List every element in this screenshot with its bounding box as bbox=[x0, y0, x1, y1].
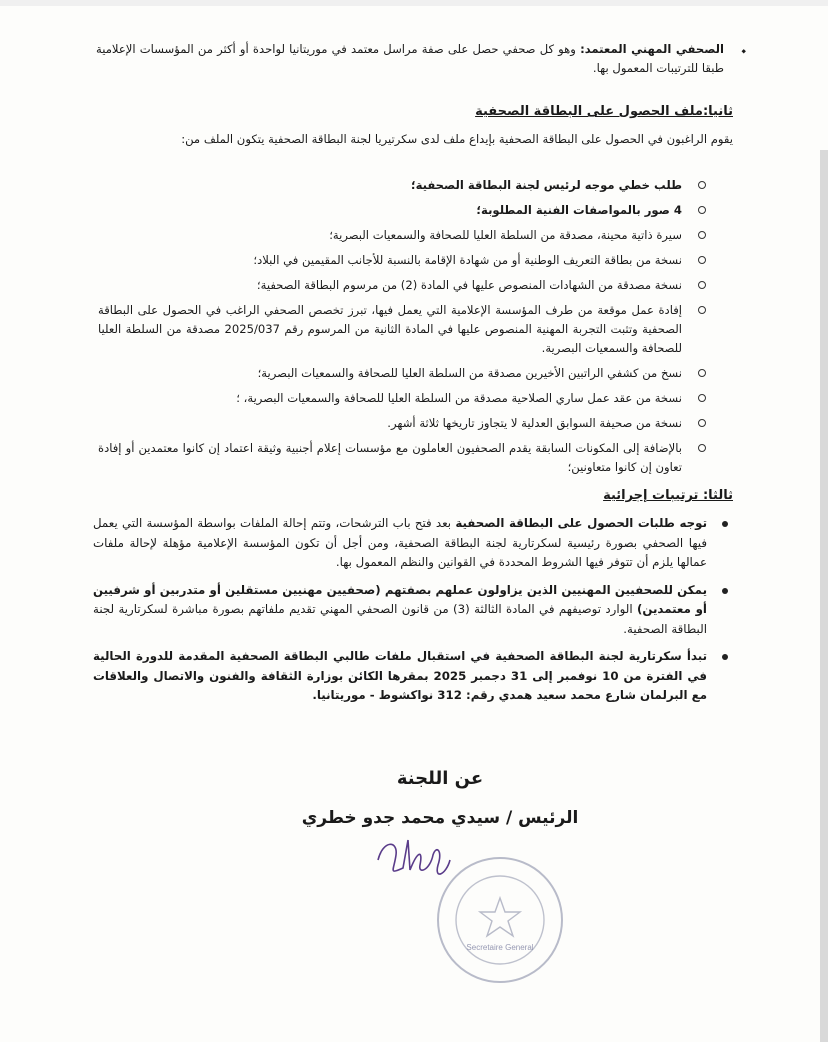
circle-bullet-icon bbox=[698, 306, 706, 314]
list-item: يمكن للصحفيين المهنيين الذين يزاولون عملهم بصفتهم (صحفيين مهنيين مستقلين أو متدربين أو شرفيين أو معتمدين) الوارد توصيفهم في المادة الثالثة (3) من قانون الصحفي المهني تقديم ملفاتهم بصورة مباشرة لسكرتارية لجنة البطاقة الصحفية. bbox=[93, 581, 733, 640]
list-item: تبدأ سكرتارية لجنة البطاقة الصحفية في استقبال ملفات طالبي البطاقة الصحفية المقدمة للدورة الحالية في الفترة من 10 نوفمبر إلى 31 دجمبر 2025 بمقرها الكائن بوزارة الثقافة والفنون والاتصال والعلاقات مع البرلمان شارع محمد سعيد همدي رقم: 312 نواكشوط - موريتانيا. bbox=[93, 647, 733, 706]
intro-label: الصحفي المهني المعتمد: bbox=[580, 42, 724, 56]
list-item: نسخ من كشفي الراتبين الأخيرين مصدقة من السلطة العليا للصحافة والسمعيات البصرية؛ bbox=[98, 364, 708, 383]
circle-bullet-icon bbox=[698, 181, 706, 189]
dot-bullet-icon bbox=[722, 521, 728, 527]
list-item: سيرة ذاتية محينة، مصدقة من السلطة العليا للصحافة والسمعيات البصرية؛ bbox=[98, 226, 708, 245]
dot-bullet-icon bbox=[722, 654, 728, 660]
circle-bullet-icon bbox=[698, 231, 706, 239]
top-bar bbox=[0, 0, 828, 6]
circle-bullet-icon bbox=[698, 444, 706, 452]
stamp-label: Secretaire General bbox=[466, 943, 534, 952]
circle-bullet-icon bbox=[698, 256, 706, 264]
section2-heading: ثانيا:ملف الحصول على البطاقة الصحفية bbox=[475, 104, 733, 119]
section2-intro-text: يقوم الراغبون في الحصول على البطاقة الصحفية بإيداع ملف لدى سكرتيريا لجنة البطاقة الصحفية يتكون الملف من: bbox=[181, 132, 733, 146]
intro-text: وهو كل صحفي حصل على صفة مراسل معتمد في موريتانيا لواحدة أو أكثر من المؤسسات الإعلامية طبقا للترتيبات المعمول بها. bbox=[96, 42, 724, 75]
arrow-bullet-icon: ⬩ bbox=[741, 44, 746, 59]
list-item: نسخة مصدقة من الشهادات المنصوص عليها في المادة (2) من مرسوم البطاقة الصحفية؛ bbox=[98, 276, 708, 295]
list-item: توجه طلبات الحصول على البطاقة الصحفية بعد فتح باب الترشحات، وتتم إحالة الملفات بواسطة المؤسسة التي يعمل فيها الصحفي بصورة رئيسية لسكرتارية لجنة البطاقة الصحفية، ومن أجل أن تكون المؤسسة الإعلامية مؤهلة لإحالة ملفات عمالها يلزم أن تتوفر فيها الشروط المحددة في القوانين والنظم المعمول بها. bbox=[93, 514, 733, 573]
official-stamp bbox=[430, 850, 570, 990]
list-item: بالإضافة إلى المكونات السابقة يقدم الصحفيون العاملون مع مؤسسات إعلام أجنبية وثيقة اعتماد إن كانوا معتمدين أو إفادة تعاون إن كانوا متعاونين؛ bbox=[98, 439, 708, 477]
dot-bullet-icon bbox=[722, 588, 728, 594]
president-name: الرئيس / سيدي محمد جدو خطري bbox=[301, 808, 579, 828]
circle-bullet-icon bbox=[698, 206, 706, 214]
section3-heading: ثالثا: ترتيبات إجرائية bbox=[603, 488, 733, 503]
list-item: نسخة من بطاقة التعريف الوطنية أو من شهادة الإقامة بالنسبة للأجانب المقيمين في البلاد؛ bbox=[98, 251, 708, 270]
signature-block bbox=[265, 768, 615, 789]
scrollbar[interactable] bbox=[820, 150, 828, 1042]
section3-list bbox=[93, 514, 733, 714]
section2-intro bbox=[98, 130, 733, 149]
stamp-star-icon bbox=[480, 898, 520, 936]
list-item: طلب خطي موجه لرئيس لجنة البطاقة الصحفية؛ bbox=[98, 176, 708, 195]
intro-paragraph bbox=[96, 40, 746, 78]
section2-list bbox=[98, 176, 708, 483]
circle-bullet-icon bbox=[698, 394, 706, 402]
committee-label: عن اللجنة bbox=[396, 768, 484, 789]
circle-bullet-icon bbox=[698, 419, 706, 427]
list-item: إفادة عمل موقعة من طرف المؤسسة الإعلامية التي يعمل فيها، تبرز تخصص الصحفي الراغب في الحصول على البطاقة الصحفية وتثبت التجربة المهنية المنصوص عليها في المادة الثانية من المرسوم رقم 2025/037 مصدقة من السلطة العليا للصحافة والسمعيات البصرية. bbox=[98, 301, 708, 358]
list-item: نسخة من صحيفة السوابق العدلية لا يتجاوز تاريخها ثلاثة أشهر. bbox=[98, 414, 708, 433]
list-item: 4 صور بالمواصفات الفنية المطلوبة؛ bbox=[98, 201, 708, 220]
circle-bullet-icon bbox=[698, 369, 706, 377]
circle-bullet-icon bbox=[698, 281, 706, 289]
list-item: نسخة من عقد عمل ساري الصلاحية مصدقة من السلطة العليا للصحافة والسمعيات البصرية، ؛ bbox=[98, 389, 708, 408]
